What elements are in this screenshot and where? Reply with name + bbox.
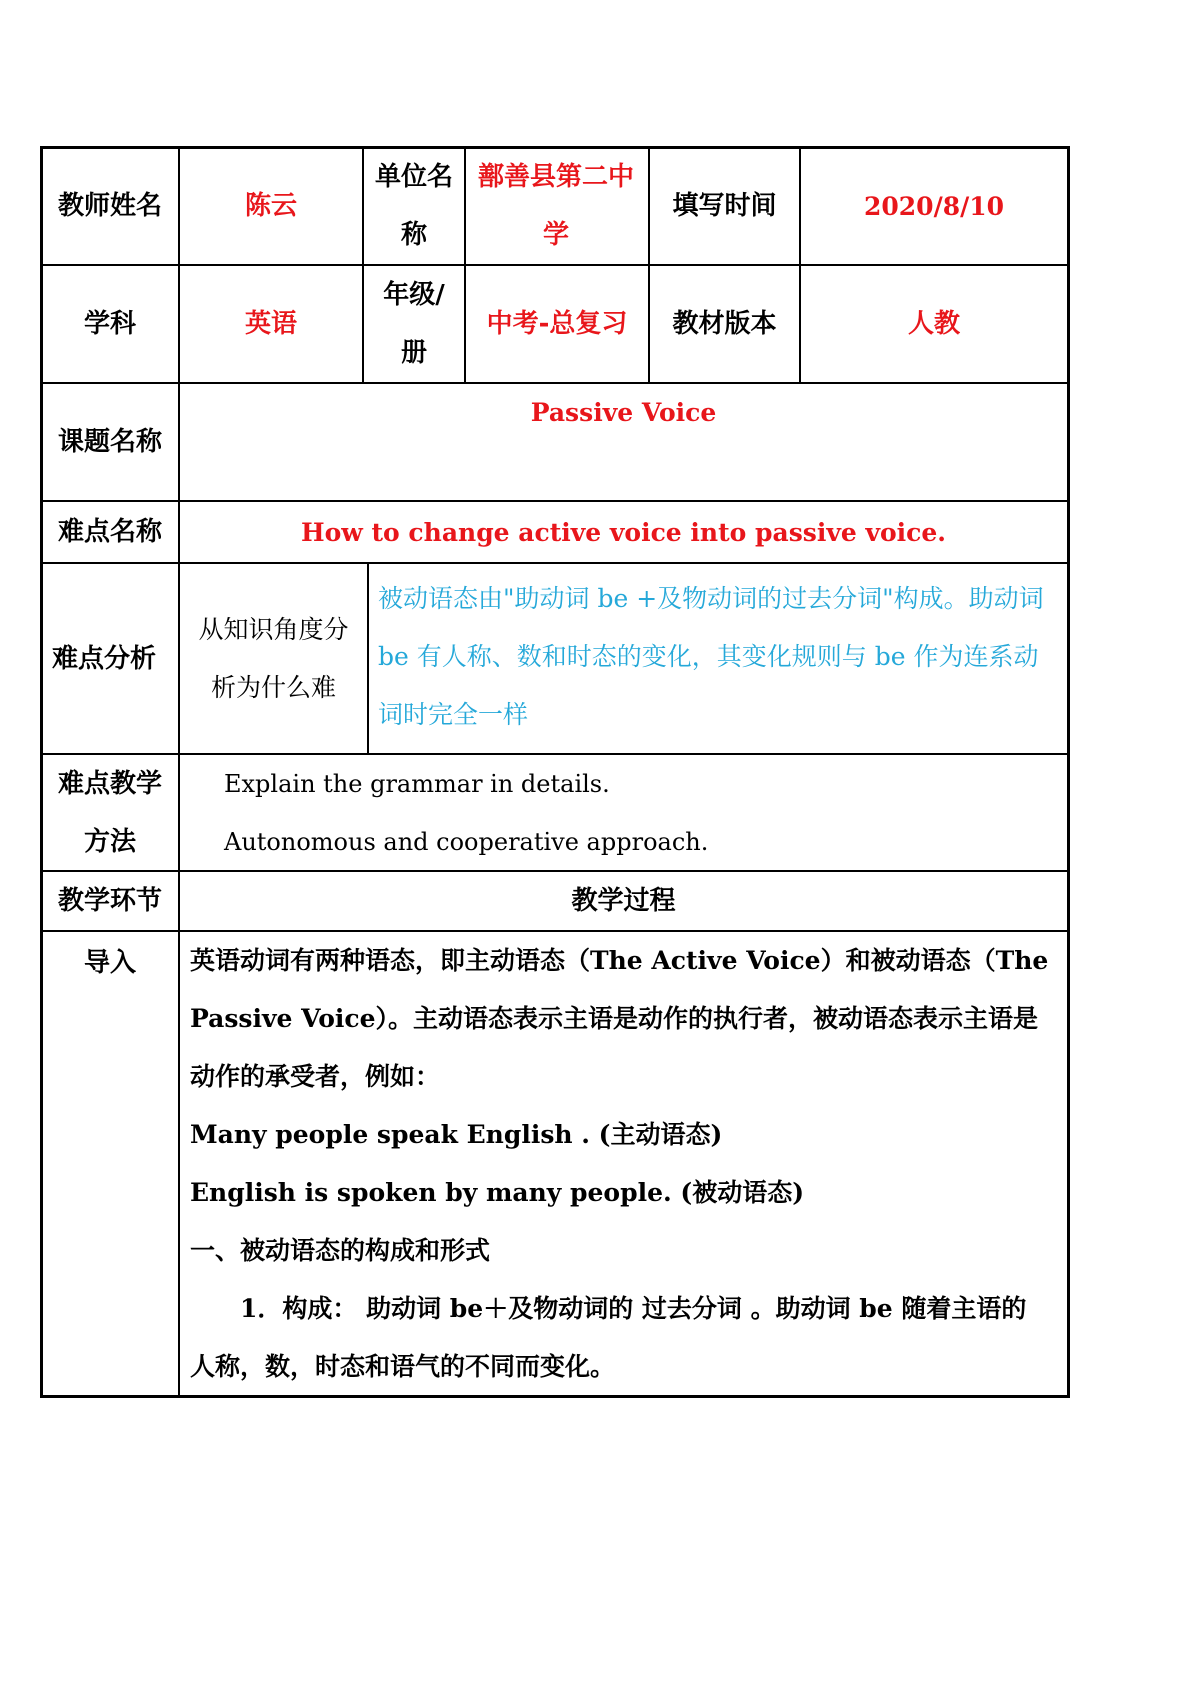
fill-date-value: 2020/8/10 bbox=[863, 191, 1005, 221]
process-header-value: 教学过程 bbox=[571, 886, 676, 916]
difficulty-label: 难点名称 bbox=[57, 517, 162, 547]
analysis-sublabel bbox=[180, 564, 367, 753]
difficulty-value: How to change active voice into passive voice. bbox=[300, 517, 947, 547]
col-divider bbox=[362, 146, 364, 384]
grade-label: 年级/册 bbox=[383, 280, 445, 368]
intro-label: 导入 bbox=[83, 948, 136, 978]
fill-date-label: 填写时间 bbox=[672, 191, 777, 221]
analysis-text bbox=[378, 570, 1063, 744]
intro-line: 人称，数，时态和语气的不同而变化。 bbox=[190, 1352, 616, 1381]
teacher-name-label: 教师姓名 bbox=[57, 191, 162, 221]
teacher-name-value: 陈云 bbox=[244, 191, 297, 221]
unit-name-value: 鄯善县第二中学 bbox=[477, 162, 634, 250]
analysis-sublabel-text: 从知识角度分析为什么难 bbox=[198, 614, 349, 702]
method-text bbox=[224, 755, 1054, 871]
intro-line: Many people speak English . (主动语态) bbox=[190, 1120, 723, 1149]
intro-line: 1．构成： 助动词 be＋及物动词的 过去分词 。助动词 be 随着主语的 bbox=[190, 1294, 1027, 1323]
intro-line: 一、被动语态的构成和形式 bbox=[190, 1236, 491, 1265]
analysis-label: 难点分析 bbox=[51, 643, 156, 674]
intro-line: 英语动词有两种语态，即主动语态（The Active Voice）和被动语态（The bbox=[190, 946, 1049, 975]
intro-line: 动作的承受者，例如： bbox=[190, 1062, 441, 1091]
table-border-right bbox=[1067, 146, 1070, 1398]
topic-label: 课题名称 bbox=[57, 427, 162, 457]
unit-name-label: 单位名称 bbox=[374, 162, 453, 250]
col-divider bbox=[367, 562, 369, 755]
intro-line: Passive Voice）。主动语态表示主语是动作的执行者，被动语态表示主语是 bbox=[190, 1004, 1039, 1033]
row-divider bbox=[40, 382, 1070, 384]
analysis-line: be 有人称、数和时态的变化，其变化规则与 be 作为连系动 bbox=[378, 642, 1039, 671]
analysis-line: 词时完全一样 bbox=[378, 700, 529, 729]
intro-line: English is spoken by many people. (被动语态) bbox=[190, 1178, 805, 1207]
edition-label: 教材版本 bbox=[672, 309, 777, 339]
method-label: 难点教学方法 bbox=[57, 768, 162, 857]
method-line: Autonomous and cooperative approach. bbox=[224, 828, 709, 856]
subject-value: 英语 bbox=[244, 309, 297, 339]
method-line: Explain the grammar in details. bbox=[224, 770, 610, 798]
process-step-label: 教学环节 bbox=[57, 886, 162, 916]
analysis-line: 被动语态由"助动词 be +及物动词的过去分词"构成。助动词 bbox=[378, 584, 1044, 613]
subject-label: 学科 bbox=[83, 309, 136, 339]
topic-value: Passive Voice bbox=[530, 398, 717, 427]
edition-value: 人教 bbox=[907, 309, 960, 339]
intro-content bbox=[190, 932, 1060, 1396]
grade-value: 中考-总复习 bbox=[486, 309, 628, 339]
